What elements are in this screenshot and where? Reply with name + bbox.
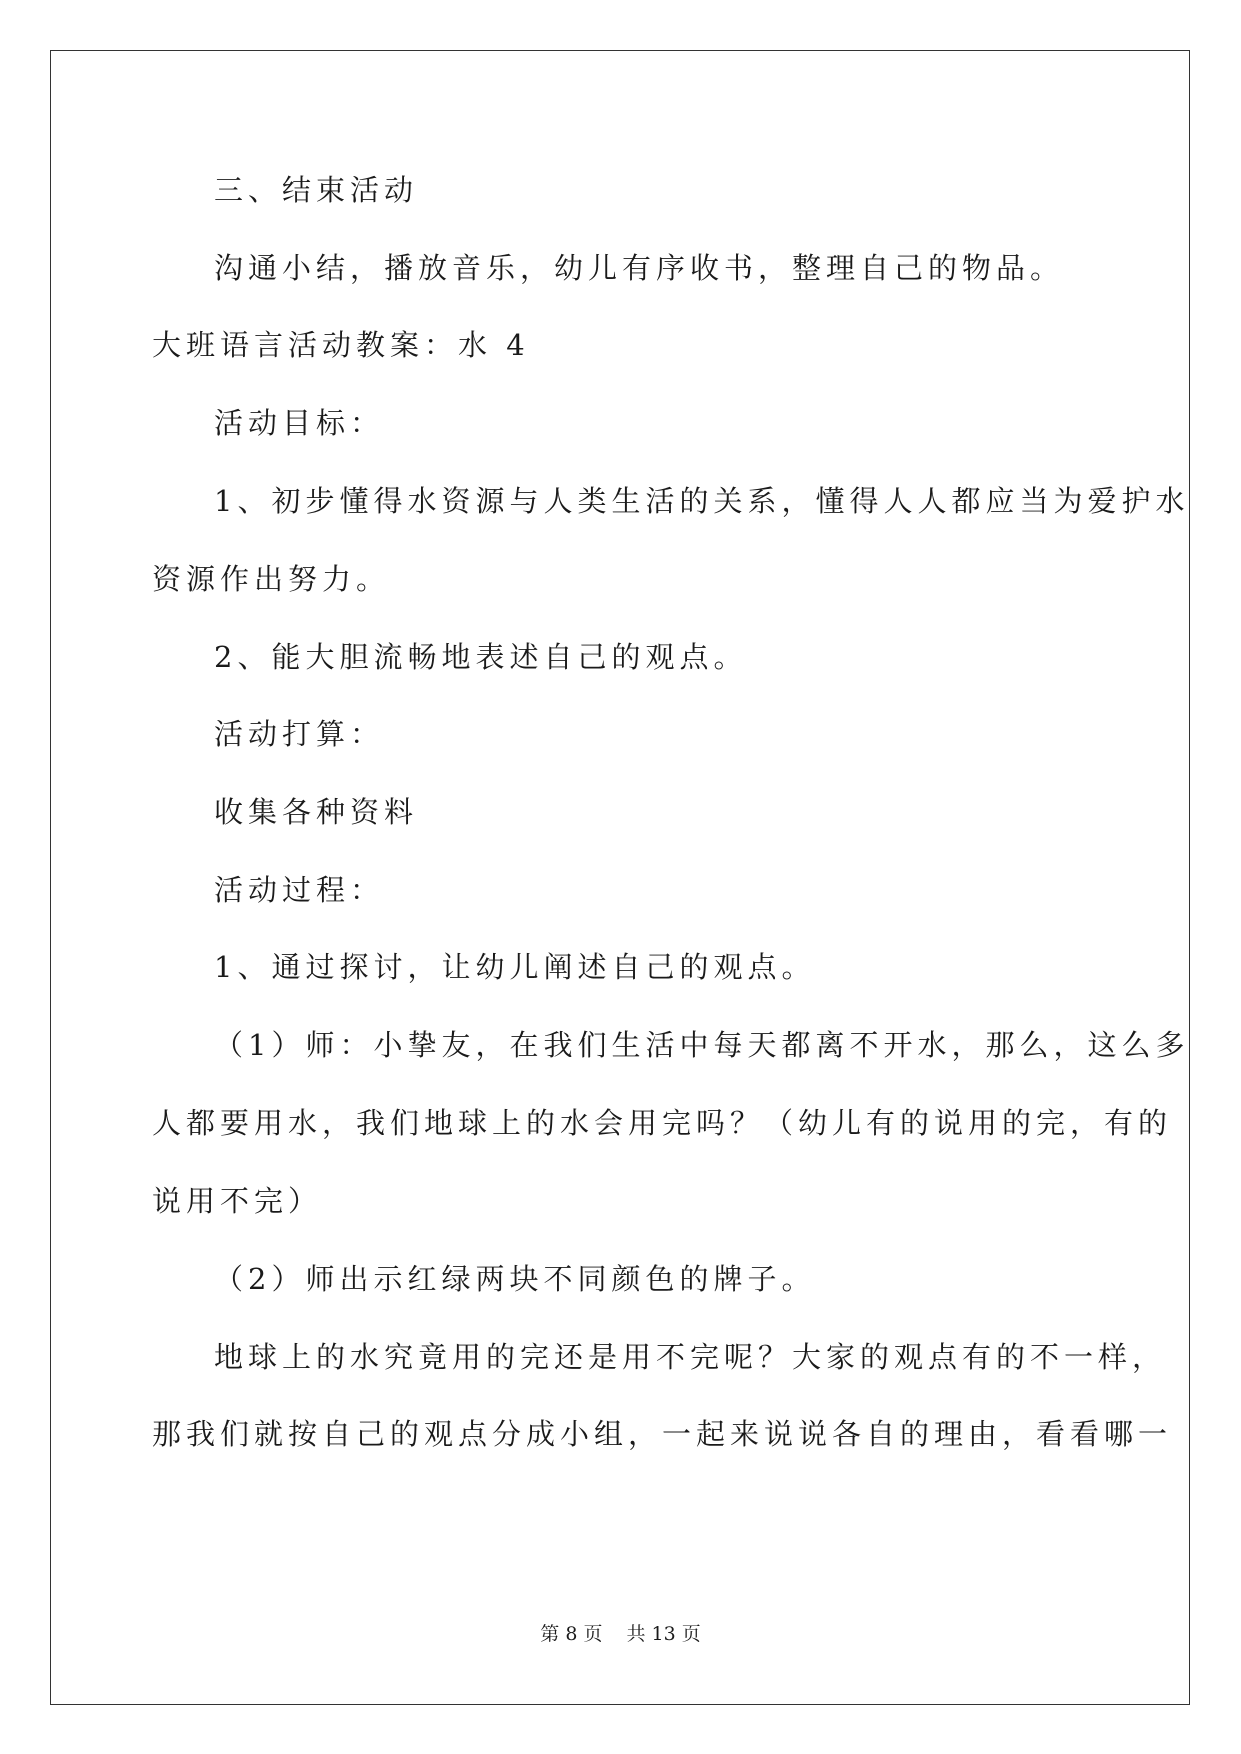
paragraph-line: 资源作出努力。 [152, 562, 391, 596]
paragraph-line: 收集各种资料 [214, 795, 419, 829]
paragraph-line: 沟通小结，播放音乐，幼儿有序收书，整理自己的物品。 [214, 251, 1065, 285]
paragraph-line: （1）师：小挚友，在我们生活中每天都离不开水，那么，这么多 [214, 1028, 1190, 1062]
paragraph-line: 2、能大胆流畅地表述自己的观点。 [214, 640, 748, 674]
paragraph-line: （2）师出示红绿两块不同颜色的牌子。 [214, 1262, 816, 1296]
page-footer [0, 1619, 1241, 1646]
paragraph-line: 1、通过探讨，让幼儿阐述自己的观点。 [214, 950, 816, 984]
paragraph-line: 人都要用水，我们地球上的水会用完吗？（幼儿有的说用的完，有的 [152, 1106, 1173, 1140]
paragraph-line: 活动目标： [214, 406, 385, 440]
paragraph-line: 活动打算： [214, 717, 385, 751]
section-heading: 三、结束活动 [214, 173, 419, 207]
paragraph-line: 说用不完） [152, 1184, 323, 1218]
page-total: 共 13 页 [626, 1623, 701, 1645]
paragraph-line: 地球上的水究竟用的完还是用不完呢？大家的观点有的不一样， [214, 1340, 1167, 1374]
paragraph-line: 活动过程： [214, 873, 385, 907]
paragraph-line: 那我们就按自己的观点分成小组，一起来说说各自的理由，看看哪一 [152, 1417, 1173, 1451]
paragraph-line: 1、初步懂得水资源与人类生活的关系，懂得人人都应当为爱护水 [214, 484, 1190, 518]
document-title: 大班语言活动教案：水 4 [152, 328, 530, 362]
page-number: 第 8 页 [540, 1623, 603, 1645]
